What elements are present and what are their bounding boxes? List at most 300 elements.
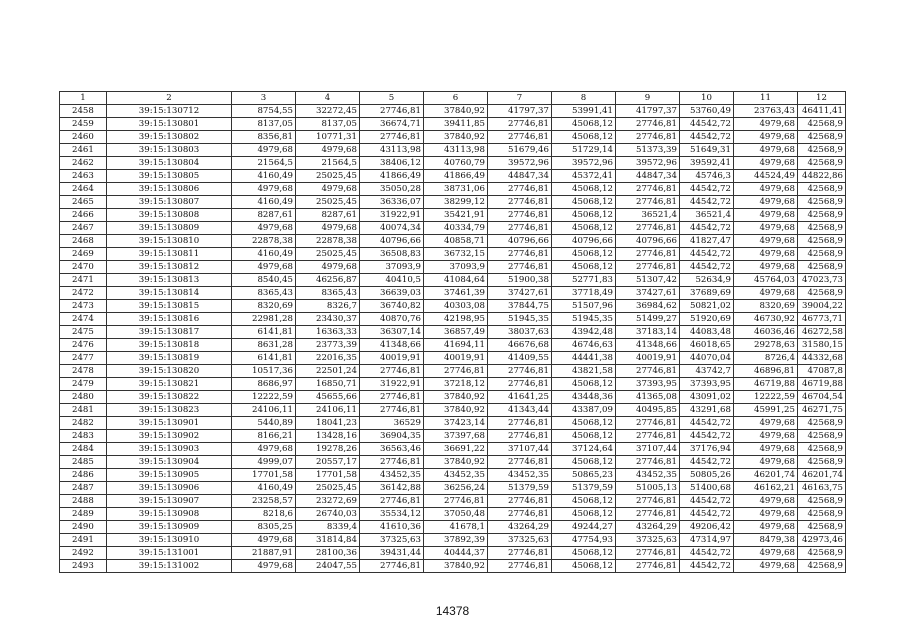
value-cell: 8137,05 <box>296 118 360 131</box>
value-cell: 51499,27 <box>616 313 680 326</box>
value-cell: 13428,16 <box>296 430 360 443</box>
value-cell: 51900,38 <box>488 274 552 287</box>
cadastral-code-cell: 39:15:130910 <box>107 534 232 547</box>
value-cell: 36336,07 <box>360 196 424 209</box>
value-cell: 51005,13 <box>616 482 680 495</box>
cadastral-code-cell: 39:15:130903 <box>107 443 232 456</box>
value-cell: 39572,96 <box>616 157 680 170</box>
value-cell: 4979,68 <box>232 443 296 456</box>
row-number-cell: 2459 <box>60 118 107 131</box>
row-number-cell: 2480 <box>60 391 107 404</box>
value-cell: 27746,81 <box>616 196 680 209</box>
value-cell: 37393,95 <box>680 378 734 391</box>
value-cell: 42568,9 <box>798 521 846 534</box>
value-cell: 38406,12 <box>360 157 424 170</box>
value-cell: 8631,28 <box>232 339 296 352</box>
value-cell: 51649,31 <box>680 144 734 157</box>
value-cell: 44542,72 <box>680 248 734 261</box>
value-cell: 51307,42 <box>616 274 680 287</box>
value-cell: 44542,72 <box>680 495 734 508</box>
value-cell: 52771,83 <box>552 274 616 287</box>
row-number-cell: 2467 <box>60 222 107 235</box>
value-cell: 17701,58 <box>232 469 296 482</box>
value-cell: 4979,68 <box>734 248 798 261</box>
value-cell: 44542,72 <box>680 118 734 131</box>
value-cell: 24106,11 <box>296 404 360 417</box>
value-cell: 46719,88 <box>734 378 798 391</box>
value-cell: 37107,44 <box>488 443 552 456</box>
value-cell: 42568,9 <box>798 196 846 209</box>
value-cell: 46896,81 <box>734 365 798 378</box>
value-cell: 27746,81 <box>488 261 552 274</box>
value-cell: 44542,72 <box>680 547 734 560</box>
cadastral-code-cell: 39:15:130815 <box>107 300 232 313</box>
value-cell: 10517,36 <box>232 365 296 378</box>
value-cell: 45068,12 <box>552 222 616 235</box>
value-cell: 27746,81 <box>424 365 488 378</box>
value-cell: 45068,12 <box>552 261 616 274</box>
value-cell: 4160,49 <box>232 482 296 495</box>
value-cell: 16363,33 <box>296 326 360 339</box>
value-cell: 41610,36 <box>360 521 424 534</box>
value-cell: 37176,94 <box>680 443 734 456</box>
value-cell: 27746,81 <box>488 222 552 235</box>
value-cell: 4979,68 <box>232 560 296 573</box>
table-row <box>60 521 846 534</box>
table-header-row <box>60 92 846 105</box>
value-cell: 45068,12 <box>552 378 616 391</box>
value-cell: 27746,81 <box>616 508 680 521</box>
value-cell: 37840,92 <box>424 560 488 573</box>
value-cell: 4979,68 <box>296 222 360 235</box>
value-cell: 35534,12 <box>360 508 424 521</box>
table-row <box>60 495 846 508</box>
row-number-cell: 2458 <box>60 105 107 118</box>
value-cell: 44542,72 <box>680 196 734 209</box>
row-number-cell: 2488 <box>60 495 107 508</box>
value-cell: 45068,12 <box>552 196 616 209</box>
column-header: 3 <box>232 92 296 105</box>
value-cell: 42973,46 <box>798 534 846 547</box>
value-cell: 43091,02 <box>680 391 734 404</box>
value-cell: 40495,85 <box>616 404 680 417</box>
value-cell: 44332,68 <box>798 352 846 365</box>
value-cell: 6141,81 <box>232 352 296 365</box>
value-cell: 8218,6 <box>232 508 296 521</box>
value-cell: 8686,97 <box>232 378 296 391</box>
value-cell: 45068,12 <box>552 560 616 573</box>
value-cell: 25025,45 <box>296 170 360 183</box>
value-cell: 36307,14 <box>360 326 424 339</box>
cadastral-code-cell: 39:15:130807 <box>107 196 232 209</box>
cadastral-code-cell: 39:15:130810 <box>107 235 232 248</box>
value-cell: 44542,72 <box>680 508 734 521</box>
value-cell: 4160,49 <box>232 170 296 183</box>
value-cell: 4979,68 <box>734 547 798 560</box>
value-cell: 40303,08 <box>424 300 488 313</box>
table-row <box>60 261 846 274</box>
table-row <box>60 404 846 417</box>
value-cell: 41797,37 <box>488 105 552 118</box>
cadastral-code-cell: 39:15:130821 <box>107 378 232 391</box>
value-cell: 27746,81 <box>360 495 424 508</box>
row-number-cell: 2471 <box>60 274 107 287</box>
value-cell: 4979,68 <box>734 196 798 209</box>
value-cell: 22016,35 <box>296 352 360 365</box>
cadastral-code-cell: 39:15:130809 <box>107 222 232 235</box>
value-cell: 23258,57 <box>232 495 296 508</box>
value-cell: 41409,55 <box>488 352 552 365</box>
cadastral-code-cell: 39:15:130802 <box>107 131 232 144</box>
value-cell: 4979,68 <box>734 430 798 443</box>
value-cell: 27746,81 <box>488 118 552 131</box>
value-cell: 40760,79 <box>424 157 488 170</box>
value-cell: 21564,5 <box>296 157 360 170</box>
value-cell: 46018,65 <box>680 339 734 352</box>
value-cell: 39572,96 <box>552 157 616 170</box>
table-row <box>60 196 846 209</box>
value-cell: 10771,31 <box>296 131 360 144</box>
value-cell: 36529 <box>360 417 424 430</box>
column-header: 2 <box>107 92 232 105</box>
table-row <box>60 469 846 482</box>
value-cell: 46746,63 <box>552 339 616 352</box>
value-cell: 43821,58 <box>552 365 616 378</box>
value-cell: 49244,27 <box>552 521 616 534</box>
value-cell: 37124,64 <box>552 443 616 456</box>
value-cell: 51379,59 <box>552 482 616 495</box>
row-number-cell: 2466 <box>60 209 107 222</box>
value-cell: 18041,23 <box>296 417 360 430</box>
value-cell: 27746,81 <box>488 248 552 261</box>
value-cell: 45068,12 <box>552 248 616 261</box>
value-cell: 8365,43 <box>232 287 296 300</box>
value-cell: 26740,03 <box>296 508 360 521</box>
row-number-cell: 2490 <box>60 521 107 534</box>
cadastral-code-cell: 39:15:130817 <box>107 326 232 339</box>
value-cell: 44083,48 <box>680 326 734 339</box>
value-cell: 41694,11 <box>424 339 488 352</box>
page-number: 14378 <box>435 604 470 618</box>
value-cell: 25025,45 <box>296 248 360 261</box>
value-cell: 51729,14 <box>552 144 616 157</box>
value-cell: 37325,63 <box>488 534 552 547</box>
value-cell: 43264,29 <box>616 521 680 534</box>
value-cell: 4160,49 <box>232 248 296 261</box>
value-cell: 27746,81 <box>488 196 552 209</box>
cadastral-code-cell: 39:15:130904 <box>107 456 232 469</box>
row-number-cell: 2460 <box>60 131 107 144</box>
value-cell: 22878,38 <box>232 235 296 248</box>
cadastral-code-cell: 39:15:130820 <box>107 365 232 378</box>
value-cell: 39004,22 <box>798 300 846 313</box>
value-cell: 45068,12 <box>552 209 616 222</box>
value-cell: 20557,17 <box>296 456 360 469</box>
value-cell: 37892,39 <box>424 534 488 547</box>
table-row <box>60 183 846 196</box>
table-row <box>60 209 846 222</box>
cadastral-code-cell: 39:15:130818 <box>107 339 232 352</box>
value-cell: 44070,04 <box>680 352 734 365</box>
table-row <box>60 157 846 170</box>
value-cell: 38731,06 <box>424 183 488 196</box>
value-cell: 8287,61 <box>232 209 296 222</box>
cadastral-code-cell: 39:15:130908 <box>107 508 232 521</box>
value-cell: 44847,34 <box>488 170 552 183</box>
table-row <box>60 547 846 560</box>
table-row <box>60 352 846 365</box>
value-cell: 5440,89 <box>232 417 296 430</box>
value-cell: 27746,81 <box>360 105 424 118</box>
value-cell: 36691,22 <box>424 443 488 456</box>
column-header: 7 <box>488 92 552 105</box>
value-cell: 38037,63 <box>488 326 552 339</box>
value-cell: 43448,36 <box>552 391 616 404</box>
row-number-cell: 2464 <box>60 183 107 196</box>
table-row <box>60 222 846 235</box>
value-cell: 8166,21 <box>232 430 296 443</box>
cadastral-code-cell: 39:15:130909 <box>107 521 232 534</box>
value-cell: 44847,34 <box>616 170 680 183</box>
value-cell: 43113,98 <box>360 144 424 157</box>
value-cell: 39572,96 <box>488 157 552 170</box>
value-cell: 43742,7 <box>680 365 734 378</box>
value-cell: 28100,36 <box>296 547 360 560</box>
value-cell: 42568,9 <box>798 131 846 144</box>
row-number-cell: 2474 <box>60 313 107 326</box>
row-number-cell: 2485 <box>60 456 107 469</box>
value-cell: 32272,45 <box>296 105 360 118</box>
value-cell: 45655,66 <box>296 391 360 404</box>
value-cell: 40796,66 <box>552 235 616 248</box>
table-row <box>60 105 846 118</box>
value-cell: 44822,86 <box>798 170 846 183</box>
value-cell: 46201,74 <box>798 469 846 482</box>
value-cell: 40334,79 <box>424 222 488 235</box>
value-cell: 27746,81 <box>616 248 680 261</box>
value-cell: 51400,68 <box>680 482 734 495</box>
value-cell: 45068,12 <box>552 456 616 469</box>
value-cell: 4160,49 <box>232 196 296 209</box>
value-cell: 37093,9 <box>360 261 424 274</box>
value-cell: 27746,81 <box>616 222 680 235</box>
column-header: 4 <box>296 92 360 105</box>
value-cell: 46730,92 <box>734 313 798 326</box>
value-cell: 43452,35 <box>488 469 552 482</box>
value-cell: 40796,66 <box>360 235 424 248</box>
row-number-cell: 2489 <box>60 508 107 521</box>
value-cell: 4979,68 <box>734 287 798 300</box>
value-cell: 37050,48 <box>424 508 488 521</box>
cadastral-code-cell: 39:15:130812 <box>107 261 232 274</box>
value-cell: 36984,62 <box>616 300 680 313</box>
value-cell: 37325,63 <box>616 534 680 547</box>
table-row <box>60 508 846 521</box>
value-cell: 35050,28 <box>360 183 424 196</box>
table-row <box>60 326 846 339</box>
value-cell: 36508,83 <box>360 248 424 261</box>
table-row <box>60 300 846 313</box>
table-row <box>60 287 846 300</box>
table-row <box>60 391 846 404</box>
value-cell: 42568,9 <box>798 495 846 508</box>
value-cell: 4979,68 <box>232 534 296 547</box>
value-cell: 23773,39 <box>296 339 360 352</box>
value-cell: 27746,81 <box>424 495 488 508</box>
value-cell: 27746,81 <box>488 209 552 222</box>
value-cell: 42568,9 <box>798 222 846 235</box>
value-cell: 39411,85 <box>424 118 488 131</box>
value-cell: 43942,48 <box>552 326 616 339</box>
value-cell: 39431,44 <box>360 547 424 560</box>
cadastral-code-cell: 39:15:130907 <box>107 495 232 508</box>
value-cell: 27746,81 <box>488 456 552 469</box>
value-cell: 47087,8 <box>798 365 846 378</box>
value-cell: 37840,92 <box>424 404 488 417</box>
table-row <box>60 560 846 573</box>
value-cell: 27746,81 <box>616 183 680 196</box>
value-cell: 46163,75 <box>798 482 846 495</box>
value-cell: 31580,15 <box>798 339 846 352</box>
value-cell: 45764,03 <box>734 274 798 287</box>
value-cell: 46676,68 <box>488 339 552 352</box>
table-row <box>60 482 846 495</box>
value-cell: 4979,68 <box>734 131 798 144</box>
value-cell: 27746,81 <box>616 131 680 144</box>
value-cell: 45068,12 <box>552 508 616 521</box>
value-cell: 46411,41 <box>798 105 846 118</box>
value-cell: 44542,72 <box>680 222 734 235</box>
value-cell: 53760,49 <box>680 105 734 118</box>
value-cell: 42198,95 <box>424 313 488 326</box>
value-cell: 31922,91 <box>360 378 424 391</box>
value-cell: 8726,4 <box>734 352 798 365</box>
row-number-cell: 2463 <box>60 170 107 183</box>
value-cell: 27746,81 <box>616 456 680 469</box>
value-cell: 45068,12 <box>552 131 616 144</box>
row-number-cell: 2492 <box>60 547 107 560</box>
row-number-cell: 2478 <box>60 365 107 378</box>
value-cell: 4979,68 <box>734 235 798 248</box>
data-table <box>59 91 846 573</box>
value-cell: 37689,69 <box>680 287 734 300</box>
row-number-cell: 2462 <box>60 157 107 170</box>
value-cell: 4979,68 <box>296 261 360 274</box>
value-cell: 50805,26 <box>680 469 734 482</box>
value-cell: 4979,68 <box>734 508 798 521</box>
value-cell: 24106,11 <box>232 404 296 417</box>
value-cell: 47314,97 <box>680 534 734 547</box>
column-header: 12 <box>798 92 846 105</box>
value-cell: 27746,81 <box>360 391 424 404</box>
row-number-cell: 2479 <box>60 378 107 391</box>
value-cell: 37325,63 <box>360 534 424 547</box>
value-cell: 42568,9 <box>798 560 846 573</box>
value-cell: 43264,29 <box>488 521 552 534</box>
value-cell: 38299,12 <box>424 196 488 209</box>
value-cell: 51679,46 <box>488 144 552 157</box>
value-cell: 37461,39 <box>424 287 488 300</box>
column-header: 1 <box>60 92 107 105</box>
value-cell: 36521,4 <box>680 209 734 222</box>
value-cell: 42568,9 <box>798 248 846 261</box>
value-cell: 27746,81 <box>616 118 680 131</box>
value-cell: 46162,21 <box>734 482 798 495</box>
value-cell: 4979,68 <box>734 443 798 456</box>
value-cell: 27746,81 <box>616 495 680 508</box>
value-cell: 36521,4 <box>616 209 680 222</box>
table-row <box>60 443 846 456</box>
value-cell: 12222,59 <box>734 391 798 404</box>
value-cell: 22501,24 <box>296 365 360 378</box>
row-number-cell: 2484 <box>60 443 107 456</box>
row-number-cell: 2481 <box>60 404 107 417</box>
column-header: 9 <box>616 92 680 105</box>
value-cell: 37427,61 <box>488 287 552 300</box>
value-cell: 23763,43 <box>734 105 798 118</box>
value-cell: 43452,35 <box>360 469 424 482</box>
cadastral-code-cell: 39:15:130808 <box>107 209 232 222</box>
value-cell: 42568,9 <box>798 287 846 300</box>
value-cell: 39592,41 <box>680 157 734 170</box>
value-cell: 37423,14 <box>424 417 488 430</box>
table-row <box>60 131 846 144</box>
value-cell: 41348,66 <box>616 339 680 352</box>
value-cell: 45068,12 <box>552 417 616 430</box>
value-cell: 27746,81 <box>488 560 552 573</box>
value-cell: 42568,9 <box>798 430 846 443</box>
value-cell: 22981,28 <box>232 313 296 326</box>
cadastral-code-cell: 39:15:130902 <box>107 430 232 443</box>
value-cell: 4979,68 <box>734 560 798 573</box>
value-cell: 45068,12 <box>552 430 616 443</box>
value-cell: 47023,73 <box>798 274 846 287</box>
value-cell: 46272,58 <box>798 326 846 339</box>
value-cell: 40410,5 <box>360 274 424 287</box>
value-cell: 4979,68 <box>734 144 798 157</box>
value-cell: 27746,81 <box>488 183 552 196</box>
row-number-cell: 2476 <box>60 339 107 352</box>
value-cell: 4979,68 <box>232 183 296 196</box>
row-number-cell: 2482 <box>60 417 107 430</box>
table-row <box>60 456 846 469</box>
table-row <box>60 235 846 248</box>
value-cell: 45068,12 <box>552 547 616 560</box>
row-number-cell: 2468 <box>60 235 107 248</box>
value-cell: 31814,84 <box>296 534 360 547</box>
value-cell: 36142,88 <box>360 482 424 495</box>
value-cell: 44542,72 <box>680 456 734 469</box>
value-cell: 43291,68 <box>680 404 734 417</box>
row-number-cell: 2473 <box>60 300 107 313</box>
cadastral-code-cell: 39:15:130816 <box>107 313 232 326</box>
value-cell: 23272,69 <box>296 495 360 508</box>
value-cell: 4979,68 <box>734 118 798 131</box>
column-header: 10 <box>680 92 734 105</box>
value-cell: 46201,74 <box>734 469 798 482</box>
row-number-cell: 2477 <box>60 352 107 365</box>
value-cell: 41365,08 <box>616 391 680 404</box>
value-cell: 44542,72 <box>680 183 734 196</box>
cadastral-code-cell: 39:15:131002 <box>107 560 232 573</box>
value-cell: 16850,71 <box>296 378 360 391</box>
value-cell: 42568,9 <box>798 157 846 170</box>
value-cell: 41866,49 <box>360 170 424 183</box>
value-cell: 50865,23 <box>552 469 616 482</box>
value-cell: 40870,76 <box>360 313 424 326</box>
value-cell: 6141,81 <box>232 326 296 339</box>
value-cell: 51507,96 <box>552 300 616 313</box>
